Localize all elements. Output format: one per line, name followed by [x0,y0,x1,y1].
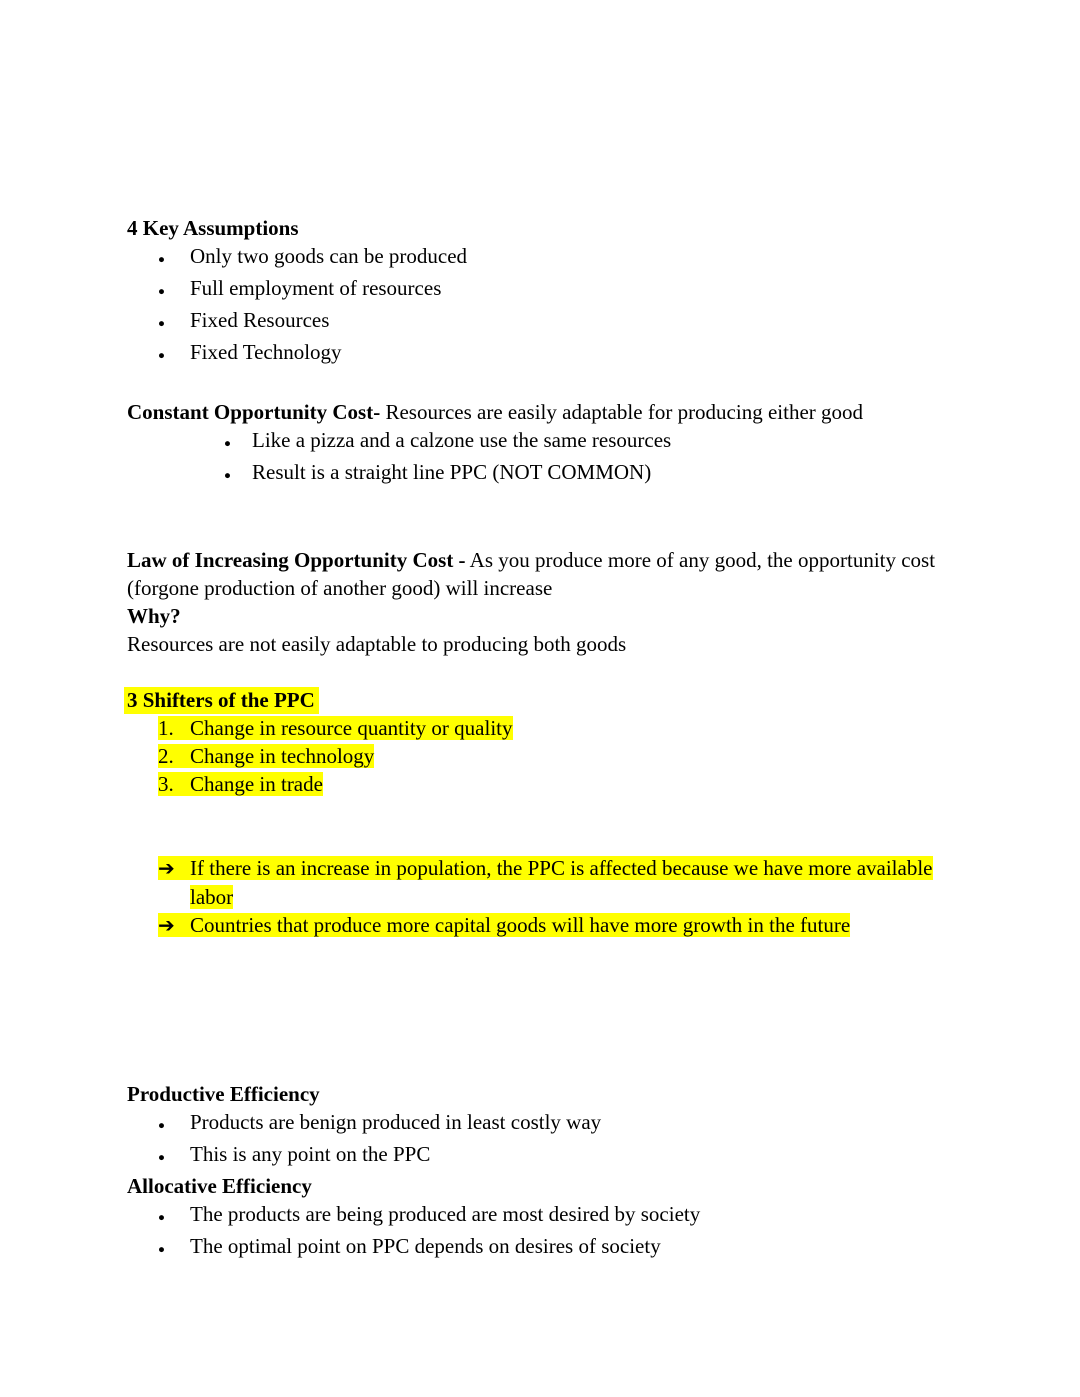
bullet-icon: ● [158,254,165,266]
list-item-text: Countries that produce more capital goods will have more growth in the future [190,913,851,937]
heading-shifters: 3 Shifters of the PPC [124,687,319,714]
bullet-icon: ● [224,438,231,450]
heading-productive-efficiency: Productive Efficiency [127,1082,320,1106]
arrow-list-item [127,911,953,940]
list-item-text: The products are being produced are most desired by society [190,1202,701,1226]
numbered-list-item [127,770,953,798]
term-definition: Resources are easily adaptable for producing either good [380,400,864,424]
heading-shifters-row [127,686,953,714]
arrow-icon: ➔ [158,858,175,880]
term-label: Law of Increasing Opportunity Cost - [127,548,466,572]
why-answer: Resources are not easily adaptable to producing both goods [127,632,627,656]
list-item-text: Products are benign produced in least costly way [190,1110,602,1134]
list-item [127,1140,953,1172]
list-item [127,426,953,458]
bullet-icon: ● [158,318,165,330]
list-item-text: Fixed Technology [190,340,342,364]
number-marker: 1. [158,716,174,740]
list-item [127,1200,953,1232]
list-item [127,1232,953,1264]
list-item-text: Full employment of resources [190,276,442,300]
why-label: Why? [127,604,181,628]
term-definition: As you produce more of any good, the opportunity cost (forgone production of another good) will increase [127,548,936,600]
list-item-text: Only two goods can be produced [190,244,468,268]
list-item-text: Change in trade [190,772,323,796]
list-item [127,458,953,490]
list-item [127,338,953,370]
numbered-list-item [127,714,953,742]
number-marker: 2. [158,744,174,768]
term-label: Constant Opportunity Cost- [127,400,381,424]
numbered-list-item [127,742,953,770]
list-item [127,242,953,274]
bullet-icon: ● [158,1212,165,1224]
spacer [127,940,953,1052]
heading-allocative-efficiency: Allocative Efficiency [127,1174,312,1198]
paragraph-law-of-increasing-opportunity-cost [127,546,953,602]
bullet-icon: ● [224,470,231,482]
spacer [127,798,953,854]
list-item-text: Like a pizza and a calzone use the same resources [252,428,672,452]
bullet-icon: ● [158,1120,165,1132]
list-item [127,306,953,338]
list-item-text: Change in technology [190,744,375,768]
list-item-text: If there is an increase in population, the PPC is affected because we have more available labor [190,856,933,909]
list-item [127,1108,953,1140]
arrow-list-item [127,854,945,911]
arrow-icon: ➔ [158,915,175,937]
list-item-text: This is any point on the PPC [190,1142,431,1166]
bullet-icon: ● [158,286,165,298]
list-item [127,274,953,306]
document-content [127,214,953,1264]
list-item-text: Fixed Resources [190,308,330,332]
spacer [127,490,953,546]
number-marker: 3. [158,772,174,796]
bullet-icon: ● [158,1152,165,1164]
list-item-text: Change in resource quantity or quality [190,716,513,740]
paragraph-constant-opportunity-cost [127,398,953,426]
spacer [127,1052,953,1080]
spacer [127,658,953,686]
list-item-text: Result is a straight line PPC (NOT COMMON) [252,460,652,484]
list-item-text: The optimal point on PPC depends on desires of society [190,1234,661,1258]
heading-key-assumptions: 4 Key Assumptions [127,216,299,240]
bullet-icon: ● [158,1244,165,1256]
spacer [127,370,953,398]
bullet-icon: ● [158,350,165,362]
